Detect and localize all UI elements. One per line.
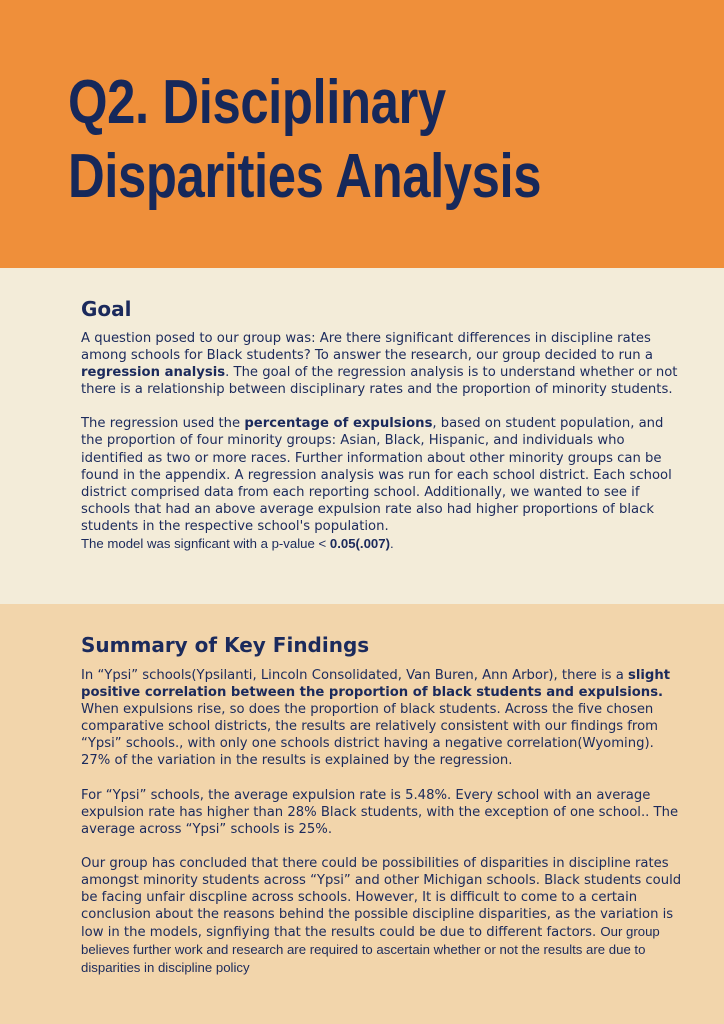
findings-body [81, 667, 686, 978]
findings-p3-conclusion: Our group believes further work and research are required to ascertain whether or not the results are due to disparities in discipline policy [81, 924, 660, 976]
goal-paragraph-1 [81, 330, 686, 398]
goal-p2-bold: percentage of expulsions [244, 416, 433, 432]
findings-paragraph-1 [81, 667, 686, 770]
findings-paragraph-3 [81, 855, 686, 978]
findings-p1-text-b: When expulsions rise, so does the proportion of black students. Across the five chosen comparative school districts, the results are relatively consistent with our findings from “Ypsi” schools., with only one schools district having a negative correlation(Wyoming). 27% of the variation in the results is explained by the regression. [81, 702, 658, 769]
goal-p2-pvalue: 0.05(.007) [329, 536, 390, 552]
page-title-line-1: Q2. Disciplinary [68, 68, 446, 137]
findings-p1-text-a: In “Ypsi” schools(Ypsilanti, Lincoln Consolidated, Van Buren, Ann Arbor), there is a [81, 668, 628, 683]
page-title [68, 66, 541, 214]
goal-p2-period: . [389, 536, 394, 552]
goal-p2-text-a: The regression used the [81, 416, 245, 432]
goal-paragraph-2 [81, 415, 686, 553]
page-title-line-2: Disparities Analysis [68, 142, 542, 211]
findings-heading: Summary of Key Findings [81, 633, 370, 657]
findings-p1-bold: slight positive correlation between the proportion of black students and expulsions. [81, 668, 671, 701]
findings-paragraph-2: For “Ypsi” schools, the average expulsion rate is 5.48%. Every school with an average expulsion rate has higher than 28% Black students, with the exception of one school.. The average across “Ypsi” schools is 25%. [81, 787, 679, 837]
goal-p1-bold: regression analysis [81, 365, 226, 381]
goal-body [81, 330, 686, 553]
goal-p2-model-text: The model was signficant with a p-value < [81, 536, 330, 552]
title-banner [0, 0, 724, 268]
findings-p3-text-a: Our group has concluded that there could be possibilities of disparities in discipline rates amongst minority students across “Ypsi” and other Michigan schools. Black students could be facing unfair discpline across schools. However, It is difficult to come to a certain conclusion about the reasons behind the possible discipline disparities, as the variation is low in the models, signfiying that the results could be due to different factors. [81, 855, 682, 941]
goal-p1-text-a: A question posed to our group was: Are there significant differences in discipline rates among schools for Black students? To answer the research, our group decided to run a [81, 331, 653, 364]
goal-p2-model-note [81, 535, 394, 552]
goal-p1-text-b: . The goal of the regression analysis is to understand whether or not there is a relationship between disciplinary rates and the proportion of minority students. [81, 365, 678, 398]
goal-p2-text-b: , based on student population, and the proportion of four minority groups: Asian, Black, Hispanic, and individuals who identified as two or more races. Further information about other minority groups can be found in the appendix. A regression analysis was run for each school district. Each school district comprised data from each reporting school. Additionally, we wanted to see if schools that had an above average expulsion rate also had higher proportions of black students in the respective school's population. [81, 416, 672, 534]
findings-section [0, 604, 724, 1024]
goal-section [0, 268, 724, 604]
goal-heading: Goal [81, 297, 132, 321]
